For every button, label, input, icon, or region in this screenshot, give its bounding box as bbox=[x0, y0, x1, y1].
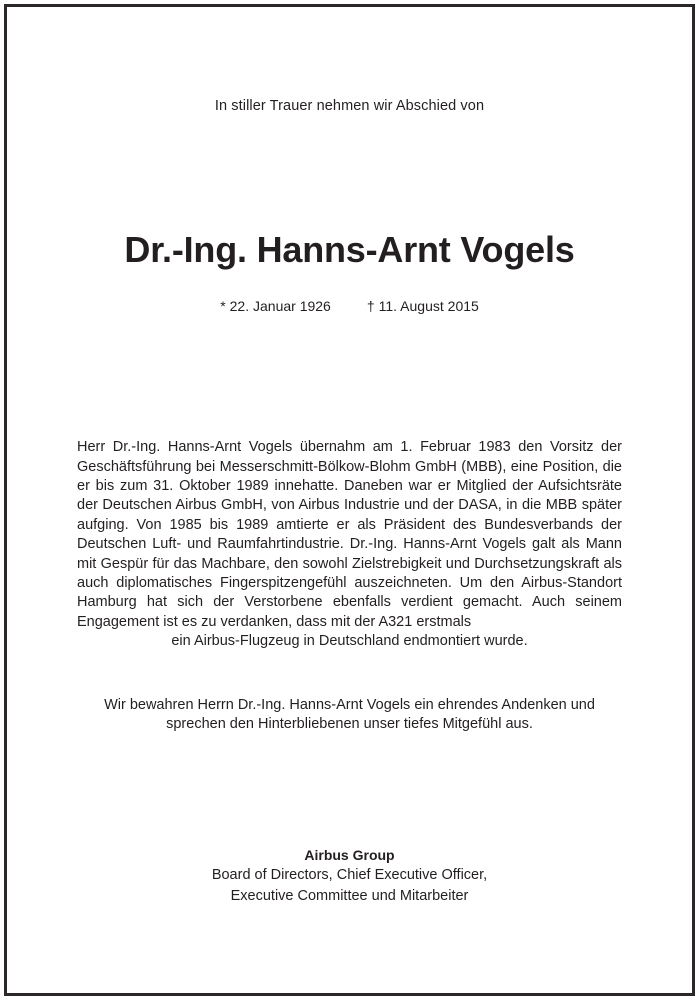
biography-text: Herr Dr.-Ing. Hanns-Arnt Vogels übernahm am 1. Februar 1983 den Vorsitz der Geschäftsführung bei Messerschmitt-Bölkow-Blohm GmbH (MBB), eine Position, die er bis zum 31. Oktober 1989 innehatte. Daneben war er Mitglied der Aufsichtsräte der Deutschen Airbus GmbH, von Airbus Industrie und der DASA, in die MBB später aufging. Von 1985 bis 1989 amtierte er als Präsident des Bundesverbands der Deutschen Luft- und Raumfahrtindustrie. Dr.-Ing. Hanns-Arnt Vogels galt als Mann mit Gespür für das Machbare, den sowohl Zielstrebigkeit und Durchsetzungskraft als auch diplomatisches Fingerspitzengefühl auszeichneten. Um den Airbus-Standort Hamburg hat sich der Verstorbene ebenfalls verdient gemacht. Auch seinem Engagement ist es zu verdanken, dass mit der A321 erstmals bbox=[77, 439, 622, 630]
biography-final-line: ein Airbus-Flugzeug in Deutschland endmontiert wurde. bbox=[171, 633, 528, 650]
death-date bbox=[367, 298, 479, 314]
biography-paragraph bbox=[77, 438, 622, 651]
condolence-paragraph: Wir bewahren Herrn Dr.-Ing. Hanns-Arnt Vogels ein ehrendes Andenken und sprechen den Hinterbliebenen unser tiefes Mitgefühl aus. bbox=[104, 696, 595, 732]
signing-line-1: Board of Directors, Chief Executive Officer, bbox=[211, 867, 488, 883]
signing-line-2: Executive Committee und Mitarbeiter bbox=[230, 888, 469, 904]
obituary-body bbox=[77, 438, 622, 734]
birth-date bbox=[220, 298, 331, 314]
life-dates bbox=[77, 296, 622, 316]
birth-star-icon: * bbox=[220, 298, 226, 315]
death-date-value: 11. August 2015 bbox=[378, 298, 479, 315]
birth-date-value: 22. Januar 1926 bbox=[229, 298, 331, 315]
mourning-intro-text: In stiller Trauer nehmen wir Abschied von bbox=[214, 98, 485, 114]
signature-block bbox=[0, 845, 699, 907]
signing-organization: Airbus Group bbox=[304, 847, 395, 863]
deceased-name: Dr.-Ing. Hanns-Arnt Vogels bbox=[124, 229, 575, 270]
death-cross-icon: † bbox=[366, 298, 375, 315]
